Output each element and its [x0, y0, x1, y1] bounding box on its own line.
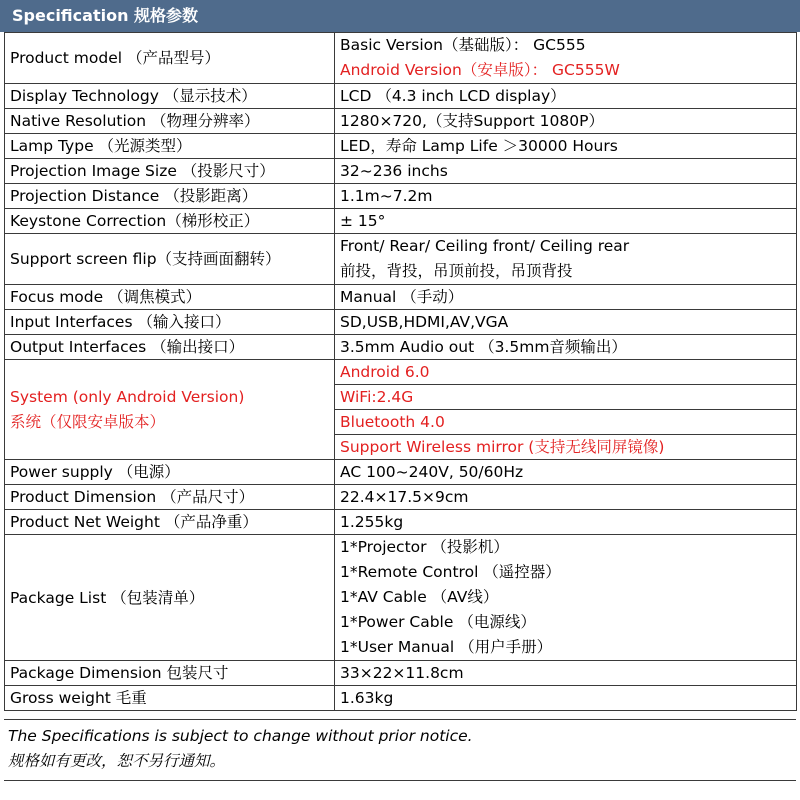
row-value: 22.4×17.5×9cm: [335, 485, 797, 510]
row-value: 1.255kg: [335, 510, 797, 535]
system-label-en: System (only Android Version): [10, 387, 245, 406]
package-item: 1*Remote Control （遥控器）: [340, 563, 561, 581]
table-row: [5, 33, 797, 84]
row-label: Native Resolution （物理分辨率）: [5, 109, 335, 134]
table-row: [5, 686, 797, 711]
row-label: Focus mode （调焦模式）: [5, 285, 335, 310]
row-label: Projection Distance （投影距离）: [5, 184, 335, 209]
package-item: 1*Power Cable （电源线）: [340, 613, 536, 631]
row-value: 32~236 inchs: [335, 159, 797, 184]
row-value: 33×22×11.8cm: [335, 661, 797, 686]
row-value: AC 100~240V, 50/60Hz: [335, 460, 797, 485]
row-value: 3.5mm Audio out （3.5mm音频输出）: [335, 335, 797, 360]
row-value: [335, 33, 797, 84]
row-label: Gross weight 毛重: [5, 686, 335, 711]
package-item: 1*Projector （投影机）: [340, 538, 509, 556]
spec-header: Specification 规格参数: [0, 0, 800, 32]
row-label: Keystone Correction（梯形校正）: [5, 209, 335, 234]
table-row: [5, 360, 797, 385]
row-label: Package List （包装清单）: [5, 535, 335, 661]
table-row: [5, 84, 797, 109]
table-row: [5, 661, 797, 686]
row-label: Package Dimension 包装尺寸: [5, 661, 335, 686]
table-row: [5, 460, 797, 485]
flip-options-en: Front/ Rear/ Ceiling front/ Ceiling rear: [340, 237, 630, 255]
table-row: [5, 485, 797, 510]
table-row: [5, 209, 797, 234]
row-value: 1280×720,（支持Support 1080P）: [335, 109, 797, 134]
table-row: [5, 184, 797, 209]
table-row: [5, 234, 797, 285]
row-label: Projection Image Size （投影尺寸）: [5, 159, 335, 184]
basic-version: Basic Version（基础版）： GC555: [340, 36, 586, 54]
package-item: 1*AV Cable （AV线）: [340, 588, 499, 606]
row-label: Power supply （电源）: [5, 460, 335, 485]
table-row: [5, 285, 797, 310]
spec-table: [4, 32, 797, 711]
package-item: 1*User Manual （用户手册）: [340, 638, 553, 656]
row-label: Product Dimension （产品尺寸）: [5, 485, 335, 510]
row-value: 1.63kg: [335, 686, 797, 711]
table-row: [5, 134, 797, 159]
row-label: Lamp Type （光源类型）: [5, 134, 335, 159]
row-value: [335, 535, 797, 661]
row-value: 1.1m~7.2m: [335, 184, 797, 209]
system-value: Bluetooth 4.0: [335, 410, 797, 435]
system-value: WiFi:2.4G: [335, 385, 797, 410]
row-label: Product Net Weight （产品净重）: [5, 510, 335, 535]
table-row: [5, 535, 797, 661]
disclaimer-cn: 规格如有更改，恕不另行通知。: [8, 752, 226, 770]
row-value: ± 15°: [335, 209, 797, 234]
system-value: Support Wireless mirror (支持无线同屏镜像): [335, 435, 797, 460]
system-value: Android 6.0: [335, 360, 797, 385]
row-label: Support screen flip（支持画面翻转）: [5, 234, 335, 285]
table-row: [5, 159, 797, 184]
row-label: [5, 360, 335, 460]
table-row: [5, 510, 797, 535]
flip-options-cn: 前投，背投，吊顶前投，吊顶背投: [340, 262, 573, 280]
row-label: Input Interfaces （输入接口）: [5, 310, 335, 335]
android-version: Android Version（安卓版）： GC555W: [340, 61, 620, 79]
row-value: [335, 234, 797, 285]
row-value: SD,USB,HDMI,AV,VGA: [335, 310, 797, 335]
table-row: [5, 335, 797, 360]
disclaimer-notes: [4, 719, 796, 781]
row-value: Manual （手动）: [335, 285, 797, 310]
table-row: [5, 109, 797, 134]
row-label: Output Interfaces （输出接口）: [5, 335, 335, 360]
system-label-cn: 系统（仅限安卓版本）: [10, 412, 166, 431]
table-row: [5, 310, 797, 335]
disclaimer-en: The Specifications is subject to change without prior notice.: [8, 727, 473, 745]
row-value: LCD （4.3 inch LCD display）: [335, 84, 797, 109]
row-label: Display Technology （显示技术）: [5, 84, 335, 109]
row-label: Product model （产品型号）: [5, 33, 335, 84]
row-value: LED，寿命 Lamp Life ＞30000 Hours: [335, 134, 797, 159]
